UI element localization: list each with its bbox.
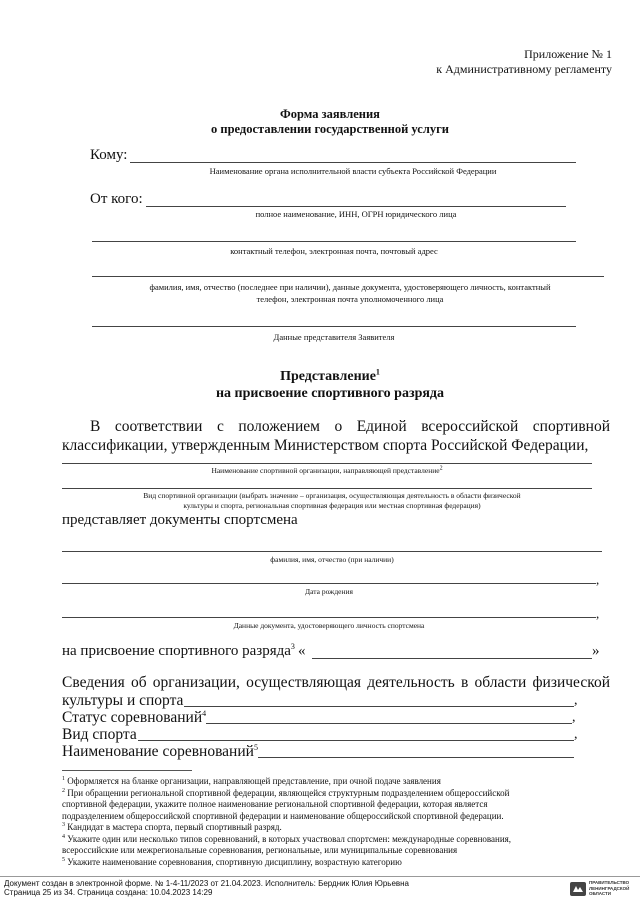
footnotes bbox=[62, 776, 622, 868]
form-title-line2: о предоставлении государственной услуги bbox=[211, 122, 449, 136]
rank-field[interactable] bbox=[312, 658, 592, 659]
organization-info-field[interactable] bbox=[184, 706, 574, 707]
submission-title bbox=[150, 368, 510, 402]
appendix-line1: Приложение № 1 bbox=[524, 47, 612, 61]
rank-open-quote: « bbox=[298, 643, 306, 659]
recipient-caption: Наименование органа исполнительной власти субъекта Российской Федерации bbox=[209, 166, 497, 176]
status-label: Статус соревнований$^4$ bbox=[62, 708, 207, 726]
government-logo bbox=[570, 879, 636, 899]
footer-line1: Документ создан в электронной форме. № 1-4-11/2023 от 21.04.2023. Исполнитель: Бердник Юлия Юрьевна bbox=[4, 879, 410, 888]
intro-line2: классификации, утвержденным Министерством спорта Российской Федерации, bbox=[62, 437, 589, 454]
athlete-document-comma: , bbox=[596, 606, 600, 621]
athlete-document-field[interactable] bbox=[62, 617, 596, 618]
organization-kind-field[interactable] bbox=[62, 488, 592, 489]
organization-kind-caption-line2: культуры и спорта, региональная спортивная федерация или местная спортивная федерация) bbox=[183, 501, 481, 510]
athlete-dob-field[interactable] bbox=[62, 583, 596, 584]
footer-line2: Страница 25 из 34. Страница создана: 10.04.2023 14:29 bbox=[4, 888, 213, 897]
sender-name-field[interactable] bbox=[146, 206, 566, 207]
organization-field[interactable] bbox=[62, 463, 592, 464]
footer-divider bbox=[0, 876, 640, 877]
footnote-4-cont1: всероссийские или межрегиональные соревнования, региональные, или муниципальные соревнования bbox=[62, 845, 458, 855]
sender-person-field[interactable] bbox=[92, 276, 604, 277]
appendix-header bbox=[420, 47, 612, 77]
footnote-1: $^1$ Оформляется на бланке организации, направляющей представление, при очной подаче заявления bbox=[62, 776, 441, 786]
athlete-name-caption: фамилия, имя, отчество (при наличии) bbox=[270, 555, 394, 564]
athlete-document-caption: Данные документа, удостоверяющего личность спортсмена bbox=[233, 621, 425, 630]
sender-caption-3 bbox=[80, 281, 620, 305]
competition-label: Наименование соревнований$^5$ bbox=[62, 742, 258, 760]
sport-comma: , bbox=[574, 727, 578, 742]
athlete-dob-caption: Дата рождения bbox=[305, 587, 353, 596]
organization-caption: Наименование спортивной организации, направляющей представление$^2$ bbox=[211, 465, 443, 475]
submission-title-line2: на присвоение спортивного разряда bbox=[215, 386, 445, 401]
footnote-separator bbox=[62, 770, 192, 771]
sport-field[interactable] bbox=[138, 740, 574, 741]
sender-label: От кого: bbox=[90, 191, 143, 207]
footnote-ref-2: 2 bbox=[439, 465, 443, 472]
intro-paragraph bbox=[62, 417, 610, 455]
footnote-ref-5: 5 bbox=[253, 742, 258, 752]
sender-caption-1: полное наименование, ИНН, ОГРН юридического лица bbox=[255, 209, 457, 219]
sender-caption-3-line2: телефон, электронная почта уполномоченного лица bbox=[256, 294, 444, 304]
sport-label: Вид спорта bbox=[62, 726, 137, 743]
submits-text: представляет документы спортсмена bbox=[62, 512, 298, 528]
athlete-dob-comma: , bbox=[596, 572, 600, 587]
footnote-2-cont1: спортивной федерации, укажите полное наименование региональной спортивной федерации, которая является bbox=[62, 799, 488, 809]
status-field[interactable] bbox=[206, 723, 572, 724]
logo-text: ПРАВИТЕЛЬСТВО ЛЕНИНГРАДСКОЙ ОБЛАСТИ bbox=[589, 880, 630, 896]
form-title bbox=[150, 107, 510, 137]
submission-title-line1: Представление$^1$ bbox=[280, 367, 380, 384]
sender-caption-3-line1: фамилия, имя, отчество (последнее при наличии), данные документа, удостоверяющего личность, контактный bbox=[149, 282, 551, 292]
intro-line1: В соответствии с положением о Единой всероссийской спортивной bbox=[90, 418, 610, 435]
sender-caption-2: контактный телефон, электронная почта, почтовый адрес bbox=[230, 246, 438, 256]
status-comma: , bbox=[572, 710, 576, 725]
appendix-line2: к Административному регламенту bbox=[436, 62, 612, 76]
competition-field[interactable] bbox=[258, 757, 574, 758]
rank-label: на присвоение спортивного разряда$^3$ bbox=[62, 642, 295, 659]
footnote-2: $^2$ При обращении региональной спортивной федерации, являющейся структурным подразделением общероссийской bbox=[62, 787, 510, 798]
emblem-icon bbox=[570, 882, 586, 896]
recipient-label: Кому: bbox=[90, 147, 128, 163]
info-line1: Сведения об организации, осуществляющая деятельность в области физической bbox=[62, 674, 610, 691]
footnote-ref-1: 1 bbox=[375, 367, 380, 377]
sender-contacts-field[interactable] bbox=[92, 241, 576, 242]
footnote-2-cont2: подразделением общероссийской спортивной федерации и наименование общероссийской спортивной федерации. bbox=[62, 810, 504, 821]
info-paragraph bbox=[62, 674, 610, 692]
organization-info-comma: , bbox=[574, 693, 578, 708]
sender-caption-4: Данные представителя Заявителя bbox=[273, 332, 395, 342]
footnote-5: $^5$ Укажите наименование соревнования, спортивную дисциплину, возрастную категорию bbox=[62, 856, 402, 867]
recipient-field[interactable] bbox=[130, 162, 576, 163]
footnote-3: $^3$ Кандидат в мастера спорта, первый спортивный разряд. bbox=[62, 822, 282, 832]
footnote-ref-3: 3 bbox=[290, 642, 295, 651]
organization-kind-caption-line1: Вид спортивной организации (выбрать значение – организация, осуществляющая деятельность в области физической bbox=[143, 491, 521, 500]
rank-close-quote: » bbox=[592, 643, 600, 659]
organization-kind-caption bbox=[62, 491, 602, 511]
document-footer bbox=[4, 879, 564, 897]
info-line2: культуры и спорта bbox=[62, 692, 184, 709]
form-title-line1: Форма заявления bbox=[280, 107, 380, 121]
representative-field[interactable] bbox=[92, 326, 576, 327]
athlete-name-field[interactable] bbox=[62, 551, 602, 552]
footnote-4: $^4$ Укажите один или несколько типов соревнований, в которых участвовал спортсмен: международные соревнования, bbox=[62, 833, 512, 844]
footnote-ref-4: 4 bbox=[202, 708, 207, 718]
